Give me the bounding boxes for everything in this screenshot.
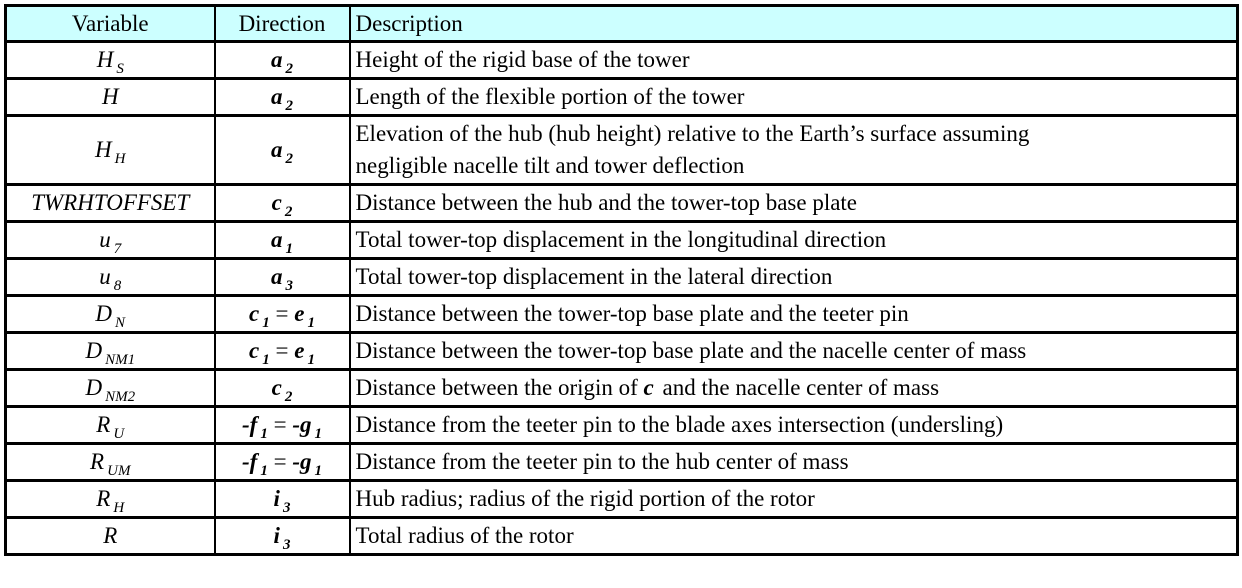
direction-cell: a $_1$ [215,222,350,259]
description-cell: Distance between the origin of c and the nacelle center of mass [350,370,1238,407]
header-row [6,6,1238,42]
direction-cell: a $_2$ [215,79,350,116]
direction-cell: c $_2$ [215,370,350,407]
table-header [6,6,1238,42]
variable-cell: H $_H$ [6,116,215,185]
direction-cell: i $_3$ [215,481,350,518]
direction-cell: a $_2$ [215,116,350,185]
variable-cell: u $_7$ [6,222,215,259]
description-cell: Distance from the teeter pin to the hub center of mass [350,444,1238,481]
description-cell: Distance between the tower-top base plate and the nacelle center of mass [350,333,1238,370]
table-row [6,407,1238,444]
table-row [6,259,1238,296]
table-row [6,79,1238,116]
direction-cell: a $_3$ [215,259,350,296]
direction-cell: -f $_1$ = -g $_1$ [215,444,350,481]
variable-cell: D $_{NM2}$ [6,370,215,407]
direction-cell: c $_1$ = e $_1$ [215,333,350,370]
description-cell: Distance from the teeter pin to the blade axes intersection (undersling) [350,407,1238,444]
table-row [6,370,1238,407]
variable-cell: D $_{NM1}$ [6,333,215,370]
description-cell: Height of the rigid base of the tower [350,42,1238,79]
column-header-variable: Variable [6,6,215,42]
variable-cell: R $_{UM}$ [6,444,215,481]
direction-cell: c $_1$ = e $_1$ [215,296,350,333]
description-cell: Distance between the tower-top base plate and the teeter pin [350,296,1238,333]
table-row [6,185,1238,222]
direction-cell: i $_3$ [215,518,350,555]
description-cell: Total tower-top displacement in the lateral direction [350,259,1238,296]
table-row [6,481,1238,518]
table-row [6,116,1238,185]
column-header-description: Description [350,6,1238,42]
table-row [6,444,1238,481]
variable-cell: u $_8$ [6,259,215,296]
table-row [6,333,1238,370]
table-body [6,42,1238,555]
variables-table [4,4,1239,556]
direction-cell: a $_2$ [215,42,350,79]
table-row [6,222,1238,259]
table-row [6,296,1238,333]
variable-cell: R $_H$ [6,481,215,518]
variable-cell: D $_N$ [6,296,215,333]
description-cell: Hub radius; radius of the rigid portion of the rotor [350,481,1238,518]
description-cell: Total radius of the rotor [350,518,1238,555]
direction-cell: c $_2$ [215,185,350,222]
variable-cell: H $_S$ [6,42,215,79]
variable-cell: H [6,79,215,116]
variable-cell: TWRHTOFFSET [6,185,215,222]
direction-cell: -f $_1$ = -g $_1$ [215,407,350,444]
variable-cell: R $_U$ [6,407,215,444]
description-cell: Length of the flexible portion of the tower [350,79,1238,116]
column-header-direction: Direction [215,6,350,42]
variable-cell: R [6,518,215,555]
table-row [6,42,1238,79]
description-cell: Distance between the hub and the tower-top base plate [350,185,1238,222]
description-cell: Elevation of the hub (hub height) relative to the Earth’s surface assuming negligible nacelle tilt and tower deflection [350,116,1238,185]
description-cell: Total tower-top displacement in the longitudinal direction [350,222,1238,259]
table-row [6,518,1238,555]
